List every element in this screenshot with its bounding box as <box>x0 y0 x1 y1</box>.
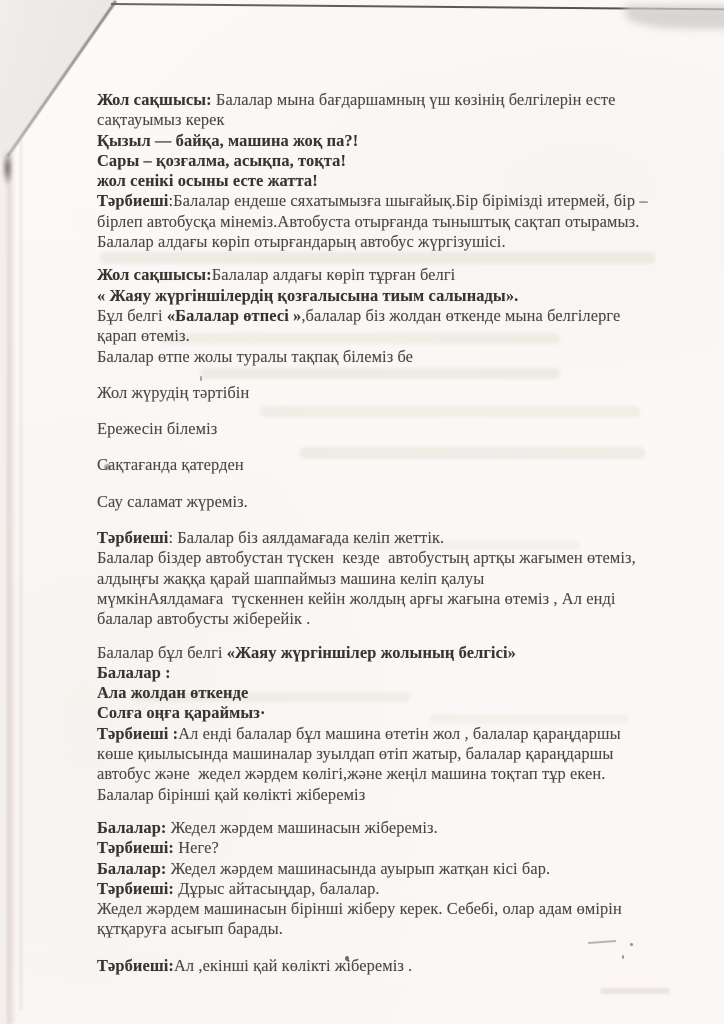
pink-smudge <box>600 988 670 994</box>
bold-segment: Тәрбиеші: <box>97 955 174 975</box>
text-line-2 <box>97 110 697 130</box>
paper-left-edge-crease <box>20 140 22 1010</box>
text-segment: Балалар бұл белгі <box>97 642 227 662</box>
text-segment: Балалар бірінші қай көлікті жібереміз <box>97 784 366 804</box>
text-line-40 <box>97 838 697 858</box>
text-line-30 <box>97 643 697 663</box>
bold-segment: Тәрбиеші: <box>97 878 174 898</box>
text-segment: Балалар біздер автобустан түскен кезде автобустың артқы жағымен өтеміз, <box>97 548 636 568</box>
text-line-20 <box>97 455 697 475</box>
text-line-39 <box>97 818 697 838</box>
bold-segment: Жол сақшысы: <box>97 265 212 285</box>
text-segment: Балалар алдағы көріп тұрған белгі <box>211 265 456 285</box>
text-line-11 <box>97 286 697 306</box>
text-line-37 <box>97 785 697 805</box>
text-line-14 <box>97 347 697 367</box>
text-segment: : Балалар біз аялдамағада келіп жеттік. <box>168 528 445 548</box>
text-line-26 <box>97 569 697 589</box>
text-line-3 <box>97 131 697 151</box>
text-segment: алдыңғы жаққа қарай шаппаймыз машина келіп қалуы <box>97 568 485 588</box>
paragraph-gap <box>97 252 697 265</box>
bold-segment: Қызыл — байқа, машина жоқ па?! <box>97 130 359 150</box>
text-line-42 <box>97 879 697 899</box>
text-segment: Сау саламат жүреміз. <box>97 491 248 511</box>
text-segment: көше қиылысында машиналар зуылдап өтіп жатыр, балалар қараңдаршы <box>97 744 614 764</box>
bold-segment: Тәрбиеші: <box>97 838 174 858</box>
paragraph-gap <box>97 512 697 528</box>
text-segment: Дұрыс айтасыңдар, балалар. <box>174 878 380 898</box>
bold-segment: « Жаяу жүргіншілердің қозғалысына тиым салынады». <box>97 285 519 305</box>
text-line-35 <box>97 744 697 764</box>
paragraph-gap <box>97 940 697 956</box>
bold-segment: Солға оңға қараймыз· <box>97 703 266 723</box>
paragraph-gap <box>97 367 697 383</box>
bold-segment: Ала жолдан өткенде <box>97 683 249 703</box>
paragraph-gap <box>97 630 697 643</box>
text-line-7 <box>97 212 697 232</box>
text-segment: бірлеп автобусқа мінеміз.Автобуста отырғанда тыныштық сақтап отырамыз. <box>97 211 640 231</box>
text-line-25 <box>97 548 697 568</box>
text-segment: құтқаруға асығып барады. <box>97 919 283 939</box>
text-segment: Ал енді балалар бұл машина өтетін жол , балалар қараңдаршы <box>178 723 621 743</box>
text-segment: :Балалар ендеше сяхатымызға шығайық.Бір бірімізді итермей, бір – <box>168 191 648 211</box>
text-segment: мүмкінАялдамаға түскеннен кейін жолдың арғы жағына өтеміз , Ал енді <box>97 588 616 608</box>
text-line-18 <box>97 419 697 439</box>
bold-segment: Балалар: <box>97 817 167 837</box>
paper-left-edge-shadow <box>7 128 15 1024</box>
text-segment: балалар автобусты жіберейік . <box>97 609 311 629</box>
text-line-31 <box>97 663 697 683</box>
text-line-46 <box>97 956 697 976</box>
text-line-1 <box>97 90 697 110</box>
bold-segment: Тәрбиеші <box>97 191 169 211</box>
bold-segment: Тәрбиеші <box>97 528 169 548</box>
text-segment: Балалар мына бағдаршамның үш көзінің белгілерін есте <box>211 90 616 109</box>
text-segment: Жедел жәрдем машинасын бірінші жіберу керек. Себебі, олар адам өмірін <box>97 899 622 919</box>
bold-segment: Балалар : <box>97 662 171 682</box>
paragraph-gap <box>97 476 697 492</box>
text-line-5 <box>97 171 697 191</box>
text-line-28 <box>97 609 697 629</box>
paragraph-gap <box>97 805 697 818</box>
text-segment: Жедел жәрдем машинасын жібереміз. <box>166 817 438 837</box>
text-segment: Балалар өтпе жолы туралы тақпақ білеміз бе <box>97 346 414 366</box>
text-segment: Сақтағанда қатерден <box>97 455 244 475</box>
text-segment: қарап өтеміз. <box>97 326 190 346</box>
text-line-8 <box>97 232 697 252</box>
bold-segment: Тәрбиеші : <box>97 723 179 743</box>
text-segment: Балалар алдағы көріп отырғандарың автобус жүргізушісі. <box>97 232 506 252</box>
text-line-34 <box>97 724 697 744</box>
text-segment: Жол жүрудің тәртібін <box>97 382 250 402</box>
text-line-33 <box>97 703 697 723</box>
text-segment: Жедел жәрдем машинасында ауырып жатқан кісі бар. <box>166 858 551 878</box>
document-text <box>97 90 697 976</box>
text-segment: сақтауымыз керек <box>97 110 225 130</box>
bold-segment: жол сенікі осыны есте жатта! <box>97 171 318 191</box>
text-line-43 <box>97 899 697 919</box>
text-segment: автобус және жедел жәрдем көлігі,және жеңіл машина тоқтап тұр екен. <box>97 764 606 784</box>
ink-smudge <box>2 150 13 186</box>
text-line-13 <box>97 326 697 346</box>
text-segment: Неге? <box>174 838 219 858</box>
text-line-16 <box>97 383 697 403</box>
paragraph-gap <box>97 439 697 455</box>
text-line-4 <box>97 151 697 171</box>
text-line-41 <box>97 859 697 879</box>
bold-segment: «Жаяу жүргіншілер жолының белгісі» <box>226 642 516 662</box>
text-line-6 <box>97 191 697 211</box>
text-line-32 <box>97 683 697 703</box>
bold-segment: Сары – қозғалма, асықпа, тоқта! <box>97 150 347 170</box>
text-segment: Ал ,екінші қай көлікті жібереміз . <box>174 955 413 975</box>
text-segment: Ережесін білеміз <box>97 419 218 439</box>
text-line-10 <box>97 265 697 285</box>
bold-segment: «Балалар өтпесі » <box>166 305 302 325</box>
text-line-27 <box>97 589 697 609</box>
text-line-36 <box>97 764 697 784</box>
text-segment: ,балалар біз жолдан өткенде мына белгілерге <box>301 305 621 325</box>
text-line-12 <box>97 306 697 326</box>
text-line-24 <box>97 528 697 548</box>
bold-segment: Жол сақшысы: <box>97 90 212 109</box>
paragraph-gap <box>97 403 697 419</box>
text-line-44 <box>97 919 697 939</box>
text-segment: Бұл белгі <box>97 305 167 325</box>
text-line-22 <box>97 492 697 512</box>
bold-segment: Балалар: <box>97 858 167 878</box>
scan-top-right-shade <box>625 5 724 29</box>
